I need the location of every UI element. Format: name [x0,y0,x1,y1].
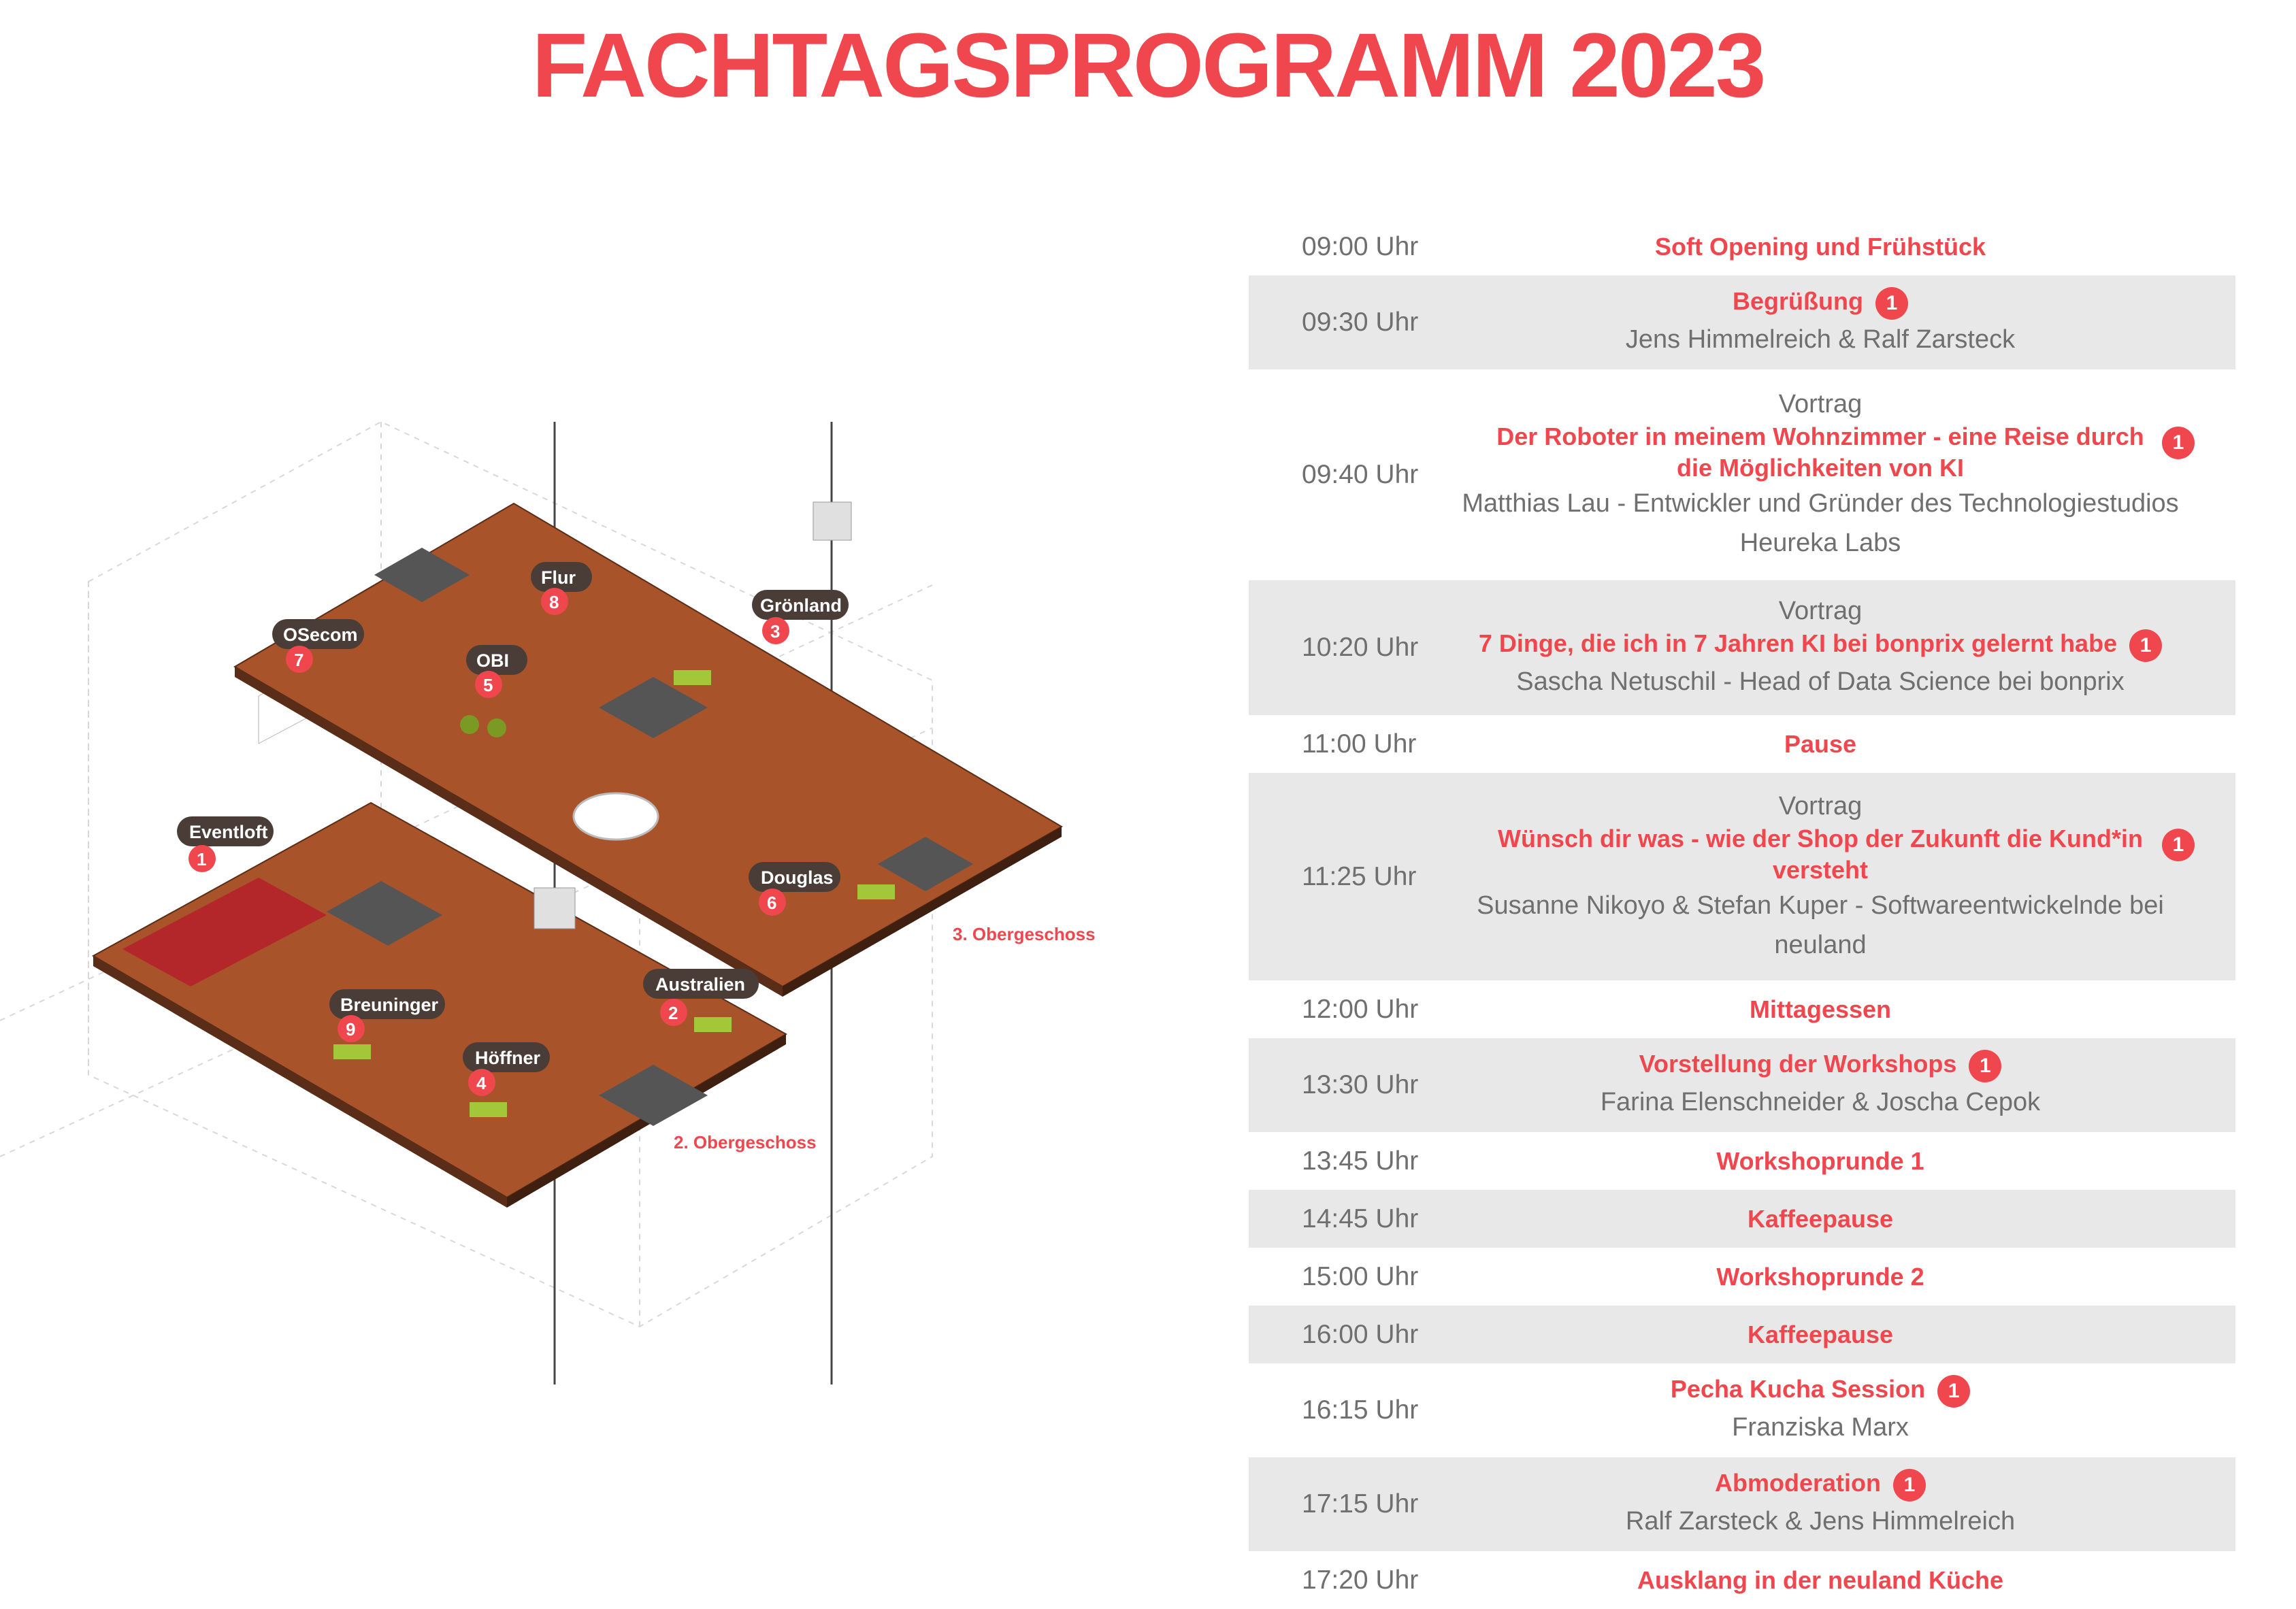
schedule-row [1249,1038,2235,1132]
room-number: 3 [770,621,781,642]
room-badge: 1 [2162,829,2195,861]
session-kind: Vortrag [1778,597,1863,626]
schedule-row [1249,980,2235,1038]
session-title: Soft Opening und Frühstück [1655,232,1986,261]
room-number: 5 [483,675,493,695]
room-badge: 1 [2162,427,2195,459]
session-title: Pecha Kucha Session [1670,1375,1926,1404]
session-speakers: Ralf Zarsteck & Jens Himmelreich [1625,1506,2016,1536]
session-time: 11:25 Uhr [1302,861,1417,891]
session-title: Der Roboter in meinem Wohnzimmer - eine Reise durch die Möglichkeiten von KI [1496,422,2144,482]
elevator-box [534,888,575,929]
schedule-row [1249,1457,2235,1551]
schedule-row [1249,773,2235,980]
schedule-row [1249,715,2235,773]
elevator-box [813,502,851,540]
session-time: 14:45 Uhr [1302,1204,1419,1233]
room-badge: 1 [1969,1050,2001,1082]
session-speakers: Matthias Lau - Entwickler und Gründer des Technologiestudios Heureka Labs [1462,489,2179,557]
room-label: Breuninger [340,995,439,1015]
session-title: 7 Dinge, die ich in 7 Jahren KI bei bonprix gelernt habe [1478,629,2118,658]
floor-label: 2. Obergeschoss [674,1132,817,1152]
room-number: 9 [346,1019,356,1040]
session-speakers: Jens Himmelreich & Ralf Zarsteck [1625,325,2016,354]
schedule-row [1249,1551,2235,1609]
room-number: 8 [549,592,559,612]
session-time: 09:00 Uhr [1302,231,1419,261]
session-kind: Vortrag [1778,791,1863,820]
session-time: 13:30 Uhr [1302,1070,1419,1099]
session-speakers: Farina Elenschneider & Joscha Cepok [1600,1087,2041,1116]
session-title: Ausklang in der neuland Küche [1637,1565,2004,1594]
floor-label: 3. Obergeschoss [953,924,1096,944]
session-time: 09:40 Uhr [1302,460,1419,489]
session-title: Mittagessen [1749,995,1892,1023]
schedule-row [1249,1248,2235,1306]
room-number: 7 [294,650,304,670]
session-title: Kaffeepause [1747,1320,1894,1348]
schedule-row [1249,1363,2235,1457]
schedule [1249,218,2235,1609]
schedule-row [1249,276,2235,369]
session-time: 16:15 Uhr [1302,1395,1419,1425]
session-time: 15:00 Uhr [1302,1261,1419,1291]
session-time: 10:20 Uhr [1302,633,1419,662]
room-label: Douglas [761,867,834,888]
session-speakers: Susanne Nikoyo & Stefan Kuper - Softwareentwickelnde bei neuland [1477,891,2164,959]
room-badge: 1 [2129,629,2162,662]
session-time: 11:00 Uhr [1302,729,1417,759]
schedule-row [1249,1190,2235,1248]
session-time: 17:20 Uhr [1302,1565,1419,1595]
room-label: Australien [655,974,746,995]
room-number: 6 [767,893,777,913]
room-number: 1 [197,849,207,869]
room-label: OSecom [283,625,358,645]
page-title: FACHTAGSPROGRAMM 2023 [531,15,1765,116]
room-badge: 1 [1893,1469,1926,1502]
room-label: OBI [476,650,510,671]
session-title: Wünsch dir was - wie der Shop der Zukunft die Kund*in versteht [1497,824,2144,884]
session-time: 16:00 Uhr [1302,1319,1419,1349]
session-time: 12:00 Uhr [1302,994,1419,1024]
session-title: Vorstellung der Workshops [1639,1050,1957,1078]
session-kind: Vortrag [1778,390,1863,418]
floor-plan [0,381,1170,1401]
room-label: Grönland [760,595,842,616]
room-badge: 1 [1937,1375,1970,1408]
schedule-row [1249,218,2235,276]
room-badge: 1 [1875,287,1908,320]
schedule-row [1249,1132,2235,1190]
room-number: 2 [668,1003,678,1023]
session-time: 13:45 Uhr [1302,1146,1419,1176]
session-title: Workshoprunde 1 [1716,1146,1924,1175]
session-speakers: Franziska Marx [1732,1412,1909,1442]
room-label: Flur [541,567,576,588]
plate-icon [574,793,658,840]
schedule-row [1249,369,2235,580]
session-title: Pause [1784,729,1857,758]
session-title: Abmoderation [1714,1469,1881,1497]
schedule-row [1249,1306,2235,1363]
room-label: Eventloft [189,822,268,842]
room-number: 4 [476,1073,487,1093]
room-label: Höffner [475,1048,540,1068]
session-time: 17:15 Uhr [1302,1489,1419,1519]
session-title: Begrüßung [1733,287,1863,316]
session-time: 09:30 Uhr [1302,308,1419,337]
schedule-row [1249,580,2235,715]
session-title: Workshoprunde 2 [1716,1262,1924,1291]
session-speakers: Sascha Netuschil - Head of Data Science bei bonprix [1516,667,2125,696]
session-title: Kaffeepause [1747,1204,1894,1233]
